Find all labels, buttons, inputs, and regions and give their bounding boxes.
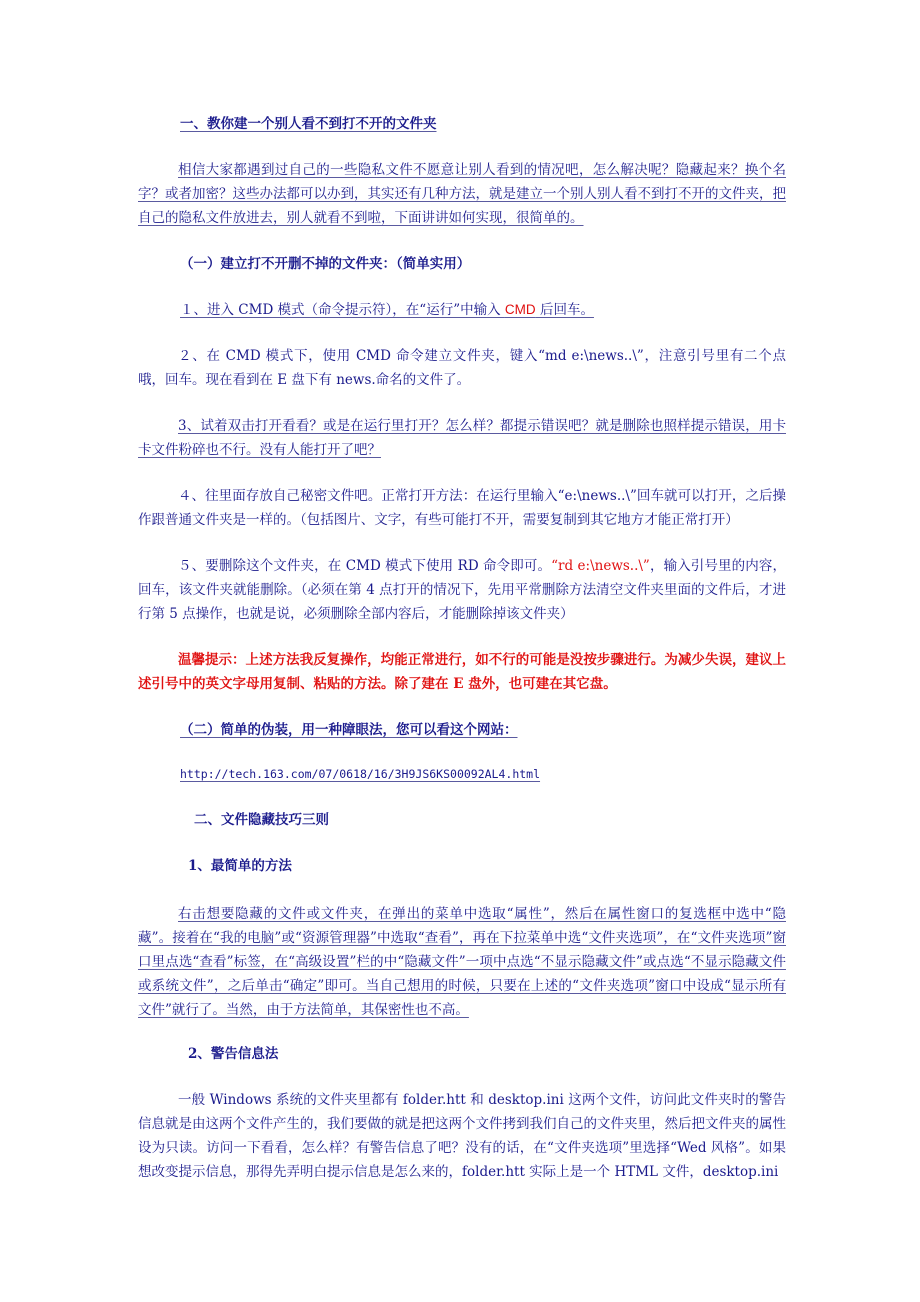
method2-text: 一般 Windows 系统的文件夹里都有 folder.htt 和 desktop.ini 这两个文件，访问此文件夹时的警告信息就是由这两个文件产生的，我们要做的就是把这两个文件拷到我们自己的文件夹里，然后把文件夹的属性设为只读。访问一下看看，怎么样？有警告信息了吧？没有的话，在“文件夹选项”里选择“Wed 风格”。如果想改变提示信息，那得先弄明白提示信息是怎么来的，folder.htt 实际上是一个 HTML 文件，desktop.ini bbox=[138, 1092, 786, 1180]
step-3: 3、试着双击打开看看？或是在运行里打开？怎么样？都提示错误吧？就是删除也照样提示错误，用卡卡文件粉碎也不行。没有人能打开了吧？ bbox=[138, 418, 786, 458]
subsection2-title: （二）简单的伪装，用一种障眼法，您可以看这个网站： bbox=[180, 722, 518, 738]
step-1-text-b: 后回车。 bbox=[535, 302, 594, 318]
section2-title: 二、文件隐藏技巧三则 bbox=[194, 812, 329, 828]
step-5 bbox=[138, 554, 786, 626]
step-4: ４、往里面存放自己秘密文件吧。正常打开方法：在运行里输入“e:\news..\”回车就可以打开，之后操作跟普通文件夹是一样的。（包括图片、文字，有些可能打不开，需要复制到其它地方才能正常打开） bbox=[138, 488, 786, 528]
method1-text: 右击想要隐藏的文件或文件夹，在弹出的菜单中选取“属性”，然后在属性窗口的复选框中选中“隐藏”。接着在“我的电脑”或“资源管理器”中选取“查看”，再在下拉菜单中选“文件夹选项”，在“文件夹选项”窗口里点选“查看”标签，在“高级设置”栏的中“隐藏文件”一项中点选“不显示隐藏文件”或点选“不显示隐藏文件或系统文件”，之后单击“确定”即可。当自己想用的时候，只要在上述的“文件夹选项”窗口中设成“显示所有文件”就行了。当然，由于方法简单，其保密性也不高。 bbox=[138, 906, 786, 1018]
step-1 bbox=[138, 298, 828, 322]
method1-title: 1、最简单的方法 bbox=[188, 858, 292, 874]
method2-title: 2、警告信息法 bbox=[188, 1046, 279, 1062]
step-1-text-a: １、进入 CMD 模式（命令提示符），在“运行”中输入 bbox=[180, 302, 505, 318]
section1-title: 一、教你建一个别人看不到打不开的文件夹 bbox=[180, 116, 437, 132]
step-5-text-a: ５、要删除这个文件夹，在 CMD 模式下使用 RD 命令即可。 bbox=[178, 558, 552, 574]
tech163-link[interactable]: http://tech.163.com/07/0618/16/3H9JS6KS00092AL4.html bbox=[180, 767, 541, 781]
step-2: ２、在 CMD 模式下，使用 CMD 命令建立文件夹，键入“md e:\news..\”，注意引号里有二个点哦，回车。现在看到在 E 盘下有 news.命名的文件了。 bbox=[138, 348, 786, 388]
section1-intro: 相信大家都遇到过自己的一些隐私文件不愿意让别人看到的情况吧，怎么解决呢？隐藏起来？换个名字？或者加密？这些办法都可以办到，其实还有几种方法，就是建立一个别人别人看不到打不开的文件夹，把自己的隐私文件放进去，别人就看不到啦，下面讲讲如何实现，很简单的。 bbox=[138, 162, 786, 226]
warm-tip: 温馨提示：上述方法我反复操作，均能正常进行，如不行的可能是没按步骤进行。为减少失误，建议上述引号中的英文字母用复制、粘贴的方法。除了建在 E 盘外，也可建在其它盘。 bbox=[138, 652, 786, 692]
step-5-cmd: “rd e:\news..\” bbox=[551, 558, 650, 574]
subsection1-title: （一）建立打不开删不掉的文件夹：（简单实用） bbox=[180, 256, 471, 272]
step-1-cmd: CMD bbox=[504, 302, 536, 317]
link-row bbox=[138, 762, 828, 786]
step-5-text-b: ，输入引号里的内容，回车，该文件夹就能删除。（必须在第 4 点打开的情况下，先用平常删除方法清空文件夹里面的文件后，才进行第 5 点操作，也就是说，必须删除全部内容后，才能删除掉该文件夹） bbox=[138, 558, 787, 622]
